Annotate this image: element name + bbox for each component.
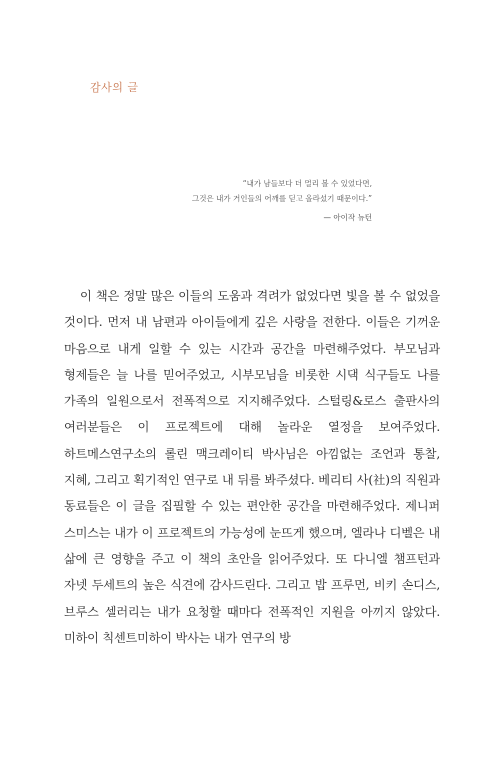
epigraph-attribution: — 아이작 뉴턴 xyxy=(323,213,372,222)
epigraph-line: 그것은 내가 거인들의 어깨를 딛고 올라섰기 때문이다.” xyxy=(192,194,372,203)
epigraph xyxy=(132,176,372,225)
section-heading: 감사의 글 xyxy=(90,81,139,94)
body-paragraph: 이 책은 정말 많은 이들의 도움과 격려가 없었다면 빛을 볼 수 없었을 것이다. 먼저 내 남편과 아이들에게 깊은 사랑을 전한다. 이들은 기꺼운 마음으로 내게 일할 수 있는 시간과 공간을 마련해주었다. 부모님과 형제들은 늘 나를 믿어주었고, 시부모님을 비롯한 시댁 식구들도 나를 가족의 일원으로서 전폭적으로 지지해주었다. 스털링&로스 출판사의 여러분들은 이 프로젝트에 대해 놀라운 열정을 보여주었다. 하트메스연구소의 롤린 맥크레이티 박사님은 아낌없는 조언과 통찰, 지혜, 그리고 획기적인 연구로 내 뒤를 봐주셨다. 베리티 사(社)의 직원과 동료들은 이 글을 집필할 수 있는 편안한 공간을 마련해주었다. 제니퍼 스미스는 내가 이 프로젝트의 가능성에 눈뜨게 했으며, 엘라나 디벨은 내 삶에 큰 영향을 주고 이 책의 초안을 읽어주었다. 또 다니엘 챔프턴과 자넷 두세트의 높은 식견에 감사드린다. 그리고 밥 프루먼, 비키 손디스, 브루스 셀러리는 내가 요청할 때마다 전폭적인 지원을 아끼지 않았다. 미하이 칙센트미하이 박사는 내가 연구의 방 xyxy=(64,289,440,645)
epigraph-line: “내가 남들보다 더 멀리 볼 수 있었다면, xyxy=(242,179,372,188)
